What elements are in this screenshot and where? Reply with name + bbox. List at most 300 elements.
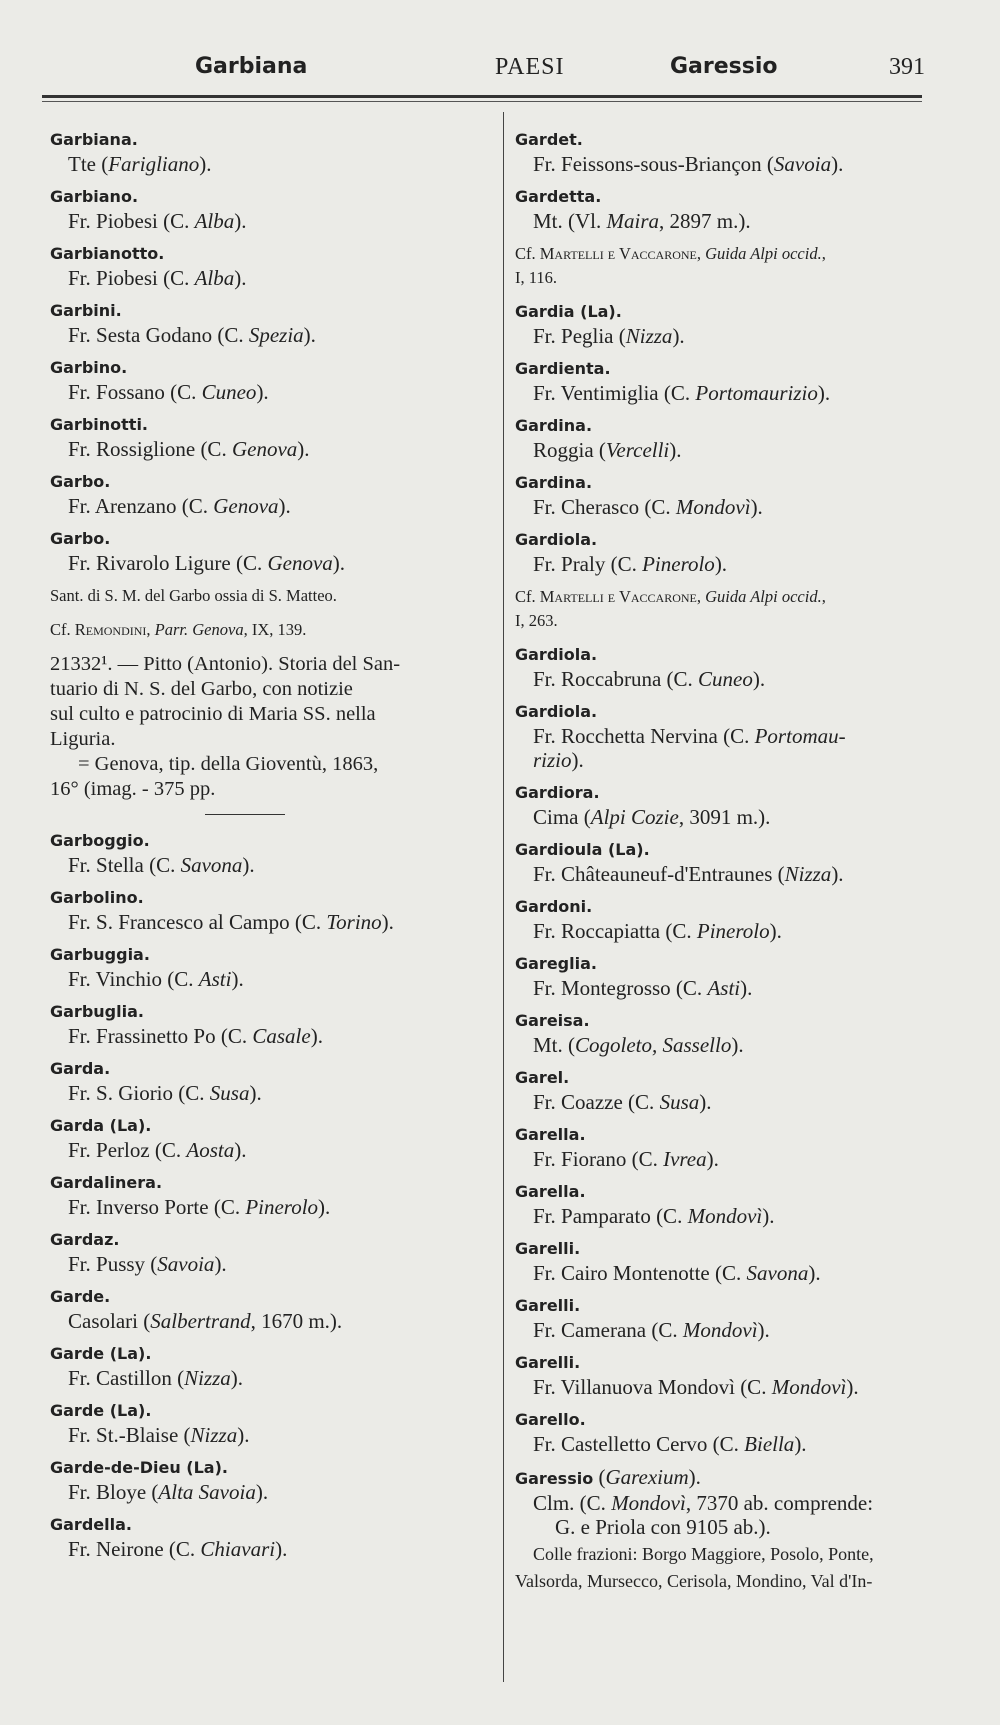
entry-line	[50, 323, 490, 347]
entry-text: ).	[762, 1204, 775, 1228]
entry-place: Nizza	[184, 1366, 231, 1390]
cf-title: Guida Alpi occid.	[705, 244, 822, 263]
entry-text: Fr. Castelletto Cervo (C.	[533, 1432, 745, 1456]
headword: Garelli.	[515, 1296, 581, 1315]
headword: Garella.	[515, 1182, 586, 1201]
headword: Garbo.	[50, 472, 111, 491]
entry-text: ).	[808, 1261, 821, 1285]
entry-line	[515, 324, 955, 348]
entry-text: Mt. (Vl.	[533, 209, 607, 233]
entry-place: Aosta	[186, 1138, 235, 1162]
entry-place: Alpi Cozie	[590, 805, 679, 829]
entry-text: Fr. Coazze (C.	[533, 1090, 660, 1114]
dictionary-entry	[515, 128, 955, 176]
entry-line	[515, 862, 955, 886]
entry-text: Fr. Pamparato (C.	[533, 1204, 688, 1228]
right-entries-a	[515, 128, 955, 233]
entry-line	[515, 1375, 955, 1399]
entry-place: Susa	[209, 1081, 250, 1105]
bib-line: = Genova, tip. della Gioventù, 1863,	[78, 753, 379, 775]
dictionary-entry	[50, 1057, 490, 1105]
entry-text: ).	[318, 1195, 331, 1219]
entry-text: ).	[817, 381, 831, 405]
entry-text: Fr. Rossiglione (C.	[68, 437, 232, 461]
dictionary-entry	[515, 1066, 955, 1114]
left-column	[50, 128, 490, 1570]
entry-text: , 2897 m.).	[659, 209, 751, 233]
entry-text: Roggia (	[533, 438, 606, 462]
cf-volume: I, 116.	[515, 268, 558, 287]
entry-text: Fr. Pussy (	[68, 1252, 158, 1276]
column-divider	[503, 112, 504, 1682]
entry-place: Salbertrand	[150, 1309, 251, 1333]
dictionary-entry	[515, 185, 955, 233]
entry-text: ).	[278, 494, 291, 518]
entry-line	[515, 1491, 955, 1515]
headword: Gardienta.	[515, 359, 611, 378]
cf-author: Martelli e Vaccarone	[539, 587, 697, 606]
entry-line	[515, 1147, 955, 1171]
entry-place: Savona	[746, 1261, 809, 1285]
headword: Garbinotti.	[50, 415, 148, 434]
headword: Garbuglia.	[50, 1002, 144, 1021]
entry-line	[515, 748, 955, 772]
note-garbo-sanctuary: Sant. di S. M. del Garbo ossia di S. Matteo.	[50, 586, 337, 605]
entry-line	[50, 209, 490, 233]
headword: Gardalinera.	[50, 1173, 163, 1192]
entry-line	[515, 381, 955, 405]
headword: Gardiola.	[515, 530, 598, 549]
headword: Garelli.	[515, 1353, 581, 1372]
dictionary-entry	[50, 829, 490, 877]
dictionary-entry	[50, 128, 490, 176]
entry-text: Fr. Rocchetta Nervina (C.	[533, 724, 755, 748]
entry-text: ).	[249, 1081, 262, 1105]
dictionary-entry	[50, 356, 490, 404]
entry-text: Fr. Neirone (C.	[68, 1537, 201, 1561]
entry-text: Fr. Peglia (	[533, 324, 626, 348]
entry-text: Fr. Sesta Godano (C.	[68, 323, 249, 347]
dictionary-entry	[50, 470, 490, 518]
entry-text: ).	[769, 919, 782, 943]
frazioni-line: Valsorda, Mursecco, Cerisola, Mondino, Val d'In-	[515, 1571, 873, 1591]
frazioni-line: Colle frazioni: Borgo Maggiore, Posolo, Ponte,	[533, 1544, 874, 1564]
entry-text: ).	[242, 853, 255, 877]
entry-place: Nizza	[190, 1423, 238, 1447]
cf-remondini: Cf. Remondini, Parr. Genova, IX, 139.	[50, 620, 307, 639]
right-column	[515, 128, 955, 1602]
entry-text: Fr. S. Francesco al Campo (C.	[68, 910, 327, 934]
entry-line	[515, 552, 955, 576]
dictionary-entry	[515, 357, 955, 405]
headword: Gardioula (La).	[515, 840, 650, 859]
dictionary-entry	[515, 1294, 955, 1342]
bib-line: tuario di N. S. del Garbo, con notizie	[50, 678, 353, 700]
entry-text: ).	[699, 1090, 712, 1114]
entry-place: Mondovì	[771, 1375, 847, 1399]
entry-place: Asti	[707, 976, 741, 1000]
entry-line	[50, 266, 490, 290]
entry-place: Nizza	[625, 324, 673, 348]
cf-rest: ,	[821, 244, 826, 263]
headword: Garbino.	[50, 358, 128, 377]
entry-text: Fr. Montegrosso (C.	[533, 976, 708, 1000]
entry-text: Fr. Cherasco (C.	[533, 495, 676, 519]
headword: Garbini.	[50, 301, 122, 320]
entry-text: Fr. Piobesi (C.	[68, 266, 195, 290]
entry-line	[515, 919, 955, 943]
entry-place: Vercelli	[605, 438, 670, 462]
entry-place: Asti	[198, 967, 232, 991]
entry-place: Genova	[213, 494, 279, 518]
right-entries-b	[515, 300, 955, 576]
dictionary-entry	[50, 1399, 490, 1447]
dictionary-entry	[515, 643, 955, 691]
right-entries-d	[515, 781, 955, 1456]
headword: Garde (La).	[50, 1344, 152, 1363]
entry-text: ).	[231, 967, 244, 991]
entry-place: Torino	[326, 910, 382, 934]
bib-line: Liguria.	[50, 728, 116, 750]
entry-line	[50, 1423, 490, 1447]
headword: Gardiola.	[515, 645, 598, 664]
entry-line	[515, 1432, 955, 1456]
cf-rest: , IX, 139.	[243, 620, 307, 639]
entry-place: Spezia	[248, 323, 304, 347]
entry-place: Chiavari	[200, 1537, 276, 1561]
entry-line	[50, 1024, 490, 1048]
entry-line	[50, 152, 490, 176]
dictionary-entry	[515, 528, 955, 576]
entry-line	[50, 1366, 490, 1390]
headword: Garbiana.	[50, 130, 138, 149]
entry-line	[50, 1480, 490, 1504]
entry-text: Fr. Castillon (	[68, 1366, 185, 1390]
entry-text: ).	[757, 1318, 770, 1342]
entry-line	[515, 976, 955, 1000]
dictionary-entry	[515, 952, 955, 1000]
entry-place: Ivrea	[663, 1147, 707, 1171]
running-head	[40, 50, 925, 90]
entry-place: Farigliano	[108, 152, 200, 176]
headword: Garde-de-Dieu (La).	[50, 1458, 228, 1477]
entry-line	[50, 1252, 490, 1276]
entry-text: ).	[794, 1432, 807, 1456]
entry-text: , 7370 ab. comprende:	[685, 1491, 874, 1515]
entry-text: ).	[831, 862, 844, 886]
entry-line	[50, 380, 490, 404]
entry-place: rizio	[533, 748, 572, 772]
headword: Gardetta.	[515, 187, 602, 206]
entry-text: Fr. Feissons-sous-Briançon (	[533, 152, 774, 176]
headword: Garbolino.	[50, 888, 144, 907]
dictionary-entry	[50, 299, 490, 347]
cf-martelli-1: Cf. Martelli e Vaccarone, Guida Alpi occid., I, 116.	[515, 244, 826, 287]
entry-line	[50, 1195, 490, 1219]
entry-text: ).	[234, 266, 247, 290]
dictionary-entry	[50, 886, 490, 934]
entry-place: Mondovì	[682, 1318, 758, 1342]
entry-line	[50, 1537, 490, 1561]
headword: Gardet.	[515, 130, 583, 149]
entry-text: ).	[571, 748, 584, 772]
entry-place: Alba	[194, 209, 235, 233]
dictionary-entry	[50, 943, 490, 991]
entry-text: ).	[230, 1366, 244, 1390]
entry-line	[50, 494, 490, 518]
entry-line	[515, 152, 955, 176]
left-entries-a	[50, 128, 490, 575]
entry-line	[50, 551, 490, 575]
headword: Garbiano.	[50, 187, 139, 206]
entry-place: Genova	[231, 437, 298, 461]
entry-place: Cuneo	[201, 380, 257, 404]
dictionary-entry	[515, 781, 955, 829]
dictionary-entry	[50, 1456, 490, 1504]
entry-text: ).	[846, 1375, 859, 1399]
entry-text: ).	[381, 910, 394, 934]
entry-line: G. e Priola con 9105 ab.).	[555, 1515, 771, 1539]
header-rule-thick	[42, 95, 922, 98]
entry-place: Alba	[194, 266, 235, 290]
entry-line	[515, 1033, 955, 1057]
headword: Garella.	[515, 1125, 586, 1144]
headword: Gareisa.	[515, 1011, 590, 1030]
entry-place: Portomau-	[754, 724, 846, 748]
entry-text: ).	[275, 1537, 288, 1561]
left-entries-b	[50, 829, 490, 1561]
entry-place: Savoia	[773, 152, 832, 176]
entry-text: Fr. Ventimiglia (C.	[533, 381, 696, 405]
dictionary-entry	[50, 1513, 490, 1561]
headword: Garel.	[515, 1068, 570, 1087]
section-separator	[205, 814, 285, 815]
entry-text: Fr. Frassinetto Po (C.	[68, 1024, 253, 1048]
cf-volume: I, 263.	[515, 611, 558, 630]
entry-text: Tte (	[68, 152, 109, 176]
headword: Garda.	[50, 1059, 111, 1078]
headword: Gardina.	[515, 416, 593, 435]
entry-line	[515, 1261, 955, 1285]
header-rule-thin	[42, 101, 922, 102]
entry-text: ).	[672, 324, 685, 348]
entry-text: Casolari (	[68, 1309, 151, 1333]
dictionary-entry	[50, 1285, 490, 1333]
headword: Garbianotto.	[50, 244, 165, 263]
entry-text: ).	[831, 152, 844, 176]
entry-text: ).	[752, 667, 766, 691]
entry-place: Cogoleto, Sassello	[575, 1033, 732, 1057]
headword: Garbo.	[50, 529, 111, 548]
entry-text: , 3091 m.).	[678, 805, 771, 829]
entry-text: ).	[310, 1024, 323, 1048]
entry-place: Portomaurizio	[695, 381, 818, 405]
right-entries-c	[515, 643, 955, 691]
entry-line	[50, 1081, 490, 1105]
bib-line: 21332¹. — Pitto (Antonio). Storia del San-	[50, 653, 401, 675]
entry-place: Cuneo	[698, 667, 753, 691]
entry-line	[515, 209, 955, 233]
headword: Garbuggia.	[50, 945, 150, 964]
dictionary-entry	[50, 527, 490, 575]
entry-text: ).	[303, 323, 316, 347]
entry-place: Biella	[744, 1432, 795, 1456]
dictionary-entry	[515, 1180, 955, 1228]
dictionary-entry	[50, 1000, 490, 1048]
headword: Garboggio.	[50, 831, 150, 850]
entry-text: Fr. Rivarolo Ligure (C.	[68, 551, 268, 575]
dictionary-entry	[50, 242, 490, 290]
entry-text: ).	[669, 438, 682, 462]
entry-place: Casale	[252, 1024, 311, 1048]
entry-text: ).	[332, 551, 346, 575]
entry-text: Fr. Praly (C.	[533, 552, 643, 576]
entry-text: Fr. Piobesi (C.	[68, 209, 195, 233]
entry-text: Cima (	[533, 805, 591, 829]
headword: Gardina.	[515, 473, 593, 492]
entry-text: Clm. (C.	[533, 1491, 612, 1515]
entry-line	[50, 853, 490, 877]
entry-text: , 1670 m.).	[250, 1309, 343, 1333]
page-number: 391	[889, 54, 925, 80]
entry-line	[50, 1309, 490, 1333]
dictionary-entry	[50, 413, 490, 461]
entry-text: Fr. Bloye (	[68, 1480, 159, 1504]
headword: Garda (La).	[50, 1116, 152, 1135]
entry-text: Fr. Roccapiatta (C.	[533, 919, 697, 943]
entry-text: Fr. Stella (C.	[68, 853, 181, 877]
cf-author: Remondini	[74, 620, 147, 639]
entry-line	[50, 967, 490, 991]
dictionary-entry	[50, 1228, 490, 1276]
entry-place: Mondovì	[687, 1204, 763, 1228]
entry-text: ).	[237, 1423, 250, 1447]
entry-text: ).	[199, 152, 212, 176]
entry-text: Mt. (	[533, 1033, 575, 1057]
dictionary-entry	[515, 471, 955, 519]
cf-martelli-2: Cf. Martelli e Vaccarone, Guida Alpi occid., I, 263.	[515, 587, 826, 630]
entry-place: Genova	[267, 551, 333, 575]
entry-text: Fr. Châteauneuf-d'Entraunes (	[533, 862, 785, 886]
entry-gardiola-rocchetta	[515, 700, 955, 772]
bib-line: sul culto e patrocinio di Maria SS. nella	[50, 703, 376, 725]
headword: Gardaz.	[50, 1230, 120, 1249]
entry-text: Fr. Fossano (C.	[68, 380, 202, 404]
entry-line	[515, 1318, 955, 1342]
entry-line: Garessio (Garexium).	[515, 1465, 701, 1489]
entry-place: Alta Savoia	[158, 1480, 256, 1504]
entry-text: ).	[706, 1147, 719, 1171]
entry-text: ).	[714, 552, 728, 576]
headword: Gardiora.	[515, 783, 600, 802]
cf-title: Parr. Genova	[154, 620, 244, 639]
entry-line	[515, 667, 955, 691]
entry-line	[50, 910, 490, 934]
entry-text: Fr. Camerana (C.	[533, 1318, 683, 1342]
entry-text: ).	[255, 1480, 269, 1504]
headword: Garello.	[515, 1410, 586, 1429]
header-first-word: Garbiana	[195, 54, 308, 79]
entry-text: Fr. Inverso Porte (C.	[68, 1195, 246, 1219]
entry-place: Mondovì	[611, 1491, 686, 1515]
headword: Garde (La).	[50, 1401, 152, 1420]
entry-text: ).	[731, 1033, 744, 1057]
entry-text: ).	[214, 1252, 227, 1276]
entry-text: Fr. Arenzano (C.	[68, 494, 214, 518]
cf-label: Cf.	[515, 587, 540, 606]
entry-text: ).	[234, 209, 247, 233]
entry-text: Fr. Perloz (C.	[68, 1138, 187, 1162]
dictionary-entry	[515, 1009, 955, 1057]
entry-place: Pinerolo	[696, 919, 770, 943]
latin-name: Garexium	[605, 1465, 689, 1489]
entry-text: Fr. Villanuova Mondovì (C.	[533, 1375, 772, 1399]
entry-place: Pinerolo	[245, 1195, 319, 1219]
cf-author: Martelli e Vaccarone	[539, 244, 697, 263]
entry-text: Fr. St.-Blaise (	[68, 1423, 191, 1447]
dictionary-entry	[50, 1114, 490, 1162]
entry-place: Susa	[659, 1090, 700, 1114]
dictionary-entry	[515, 895, 955, 943]
entry-place: Maira	[606, 209, 659, 233]
entry-line	[515, 1090, 955, 1114]
headword: Gardoni.	[515, 897, 593, 916]
cf-rest: ,	[821, 587, 826, 606]
header-last-word: Garessio	[670, 54, 778, 79]
dictionary-entry	[50, 1342, 490, 1390]
headword: Gardia (La).	[515, 302, 622, 321]
bibliography-21332	[50, 652, 490, 802]
headword: Gardiola.	[515, 702, 598, 721]
cf-label: Cf.	[515, 244, 540, 263]
dictionary-entry	[515, 414, 955, 462]
entry-text: Fr. Fiorano (C.	[533, 1147, 664, 1171]
entry-text: ).	[297, 437, 310, 461]
headword: Gardella.	[50, 1515, 132, 1534]
entry-place: Mondovì	[675, 495, 751, 519]
entry-text: Fr. Cairo Montenotte (C.	[533, 1261, 747, 1285]
entry-place: Savoia	[157, 1252, 215, 1276]
entry-line	[515, 1204, 955, 1228]
entry-line	[50, 1138, 490, 1162]
dictionary-entry	[515, 300, 955, 348]
entry-line	[515, 438, 955, 462]
headword: Garessio	[515, 1469, 594, 1488]
headword: Garde.	[50, 1287, 111, 1306]
dictionary-entry	[50, 1171, 490, 1219]
entry-place: Pinerolo	[642, 552, 715, 576]
headword: Gareglia.	[515, 954, 597, 973]
cf-title: Guida Alpi occid.	[705, 587, 822, 606]
dictionary-entry	[515, 1351, 955, 1399]
dictionary-entry	[515, 838, 955, 886]
dictionary-entry	[515, 1123, 955, 1171]
dictionary-entry	[50, 185, 490, 233]
entry-line	[515, 805, 955, 829]
entry-line	[515, 724, 955, 748]
entry-garessio	[515, 1465, 955, 1593]
entry-text: Fr. S. Giorio (C.	[68, 1081, 210, 1105]
entry-place: Savona	[180, 853, 243, 877]
headword: Garelli.	[515, 1239, 581, 1258]
dictionary-entry	[515, 1237, 955, 1285]
entry-line	[515, 495, 955, 519]
entry-text: ).	[234, 1138, 247, 1162]
entry-text: Fr. Vinchio (C.	[68, 967, 199, 991]
entry-place: Nizza	[784, 862, 832, 886]
entry-text: ).	[740, 976, 753, 1000]
cf-label: Cf.	[50, 620, 75, 639]
